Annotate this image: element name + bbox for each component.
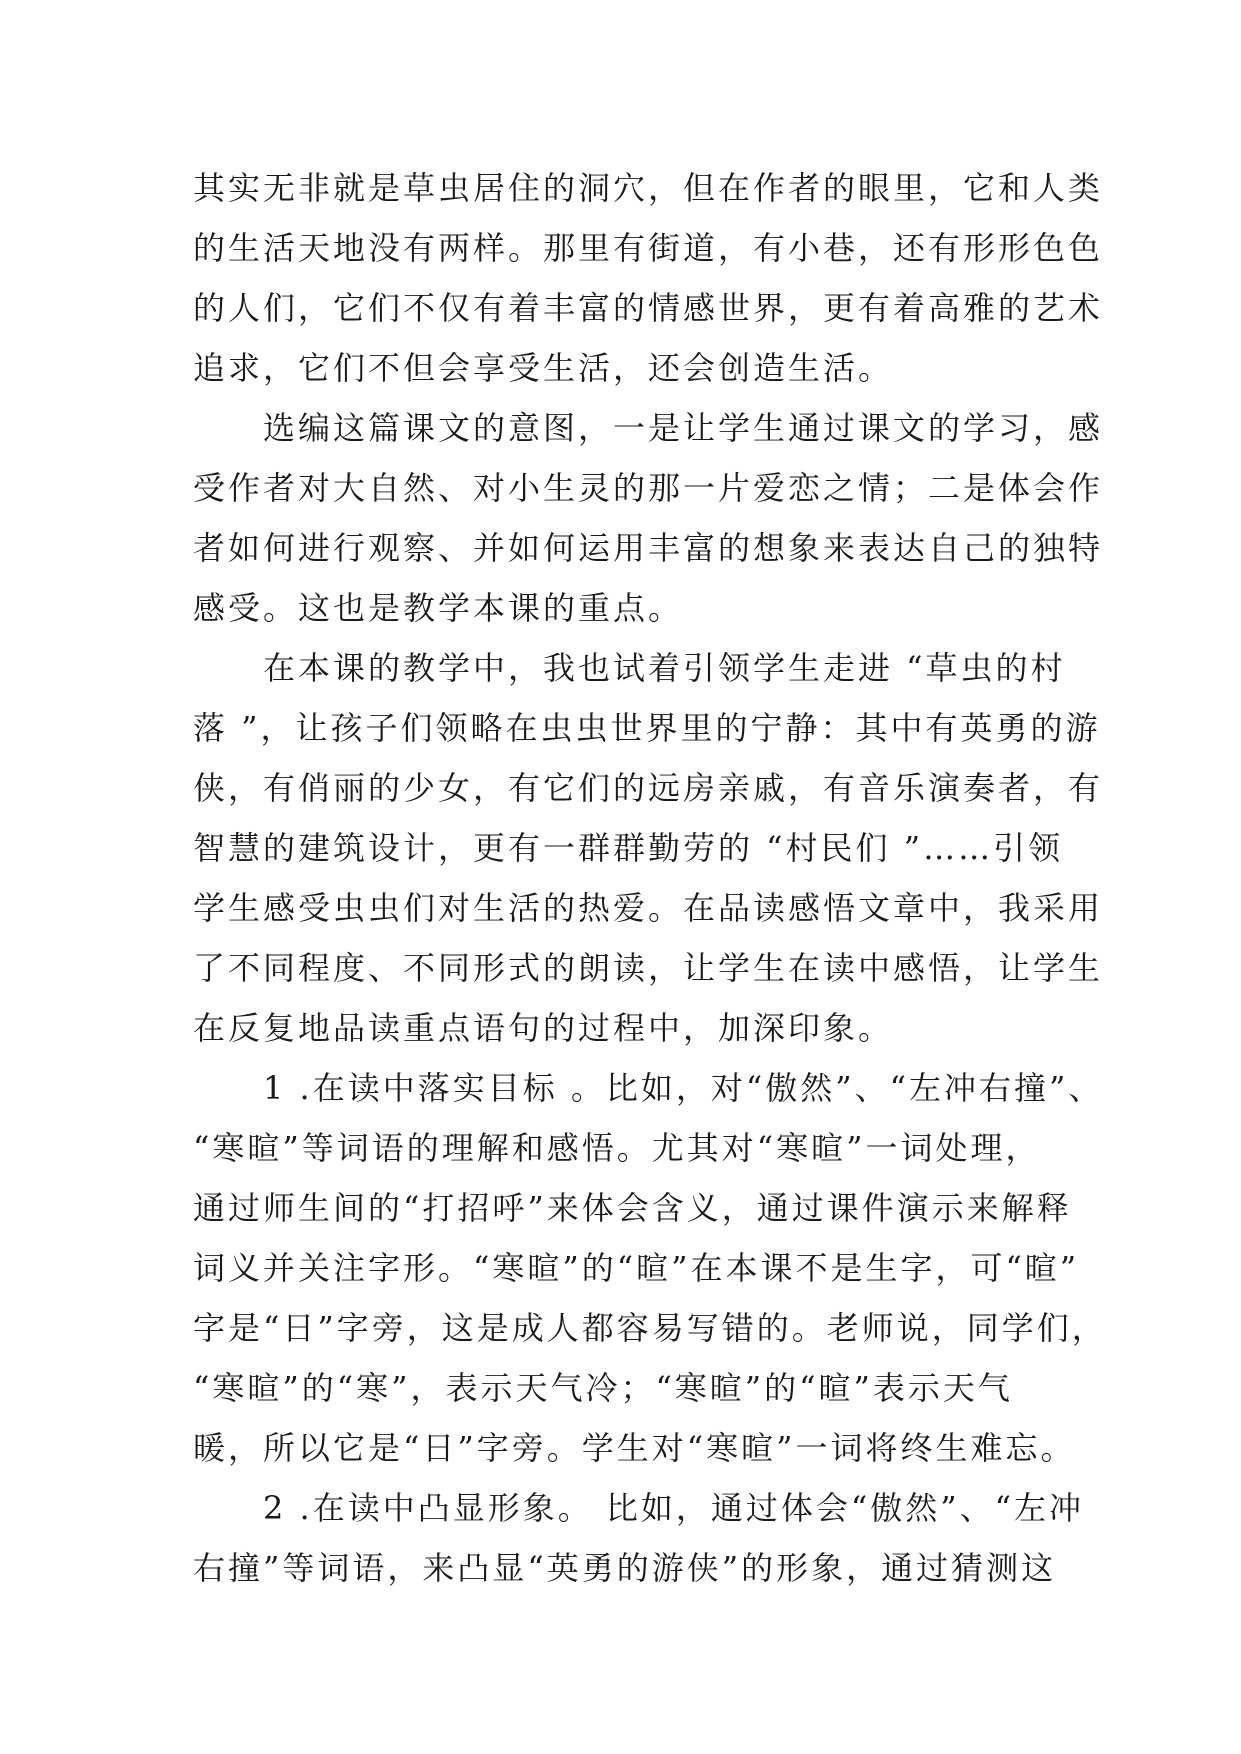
text-line: 在反复地品读重点语句的过程中，加深印象。 bbox=[193, 1009, 894, 1047]
text-line: 1 .在读中落实目标 。比如，对“傲然”、“左冲右撞”、 bbox=[193, 1069, 1104, 1107]
text-line: 字是“日”字旁，这是成人都容易写错的。老师说，同学们， bbox=[193, 1309, 1107, 1347]
text-line: 的人们，它们不仅有着丰富的情感世界，更有着高雅的艺术 bbox=[193, 289, 1104, 327]
text-line: 落 ”，让孩子们领略在虫虫世界里的宁静：其中有英勇的游 bbox=[193, 709, 1101, 747]
text-line: 了不同程度、不同形式的朗读，让学生在读中感悟，让学生 bbox=[193, 949, 1104, 987]
text-line: 暖，所以它是“日”字旁。学生对“寒暄”一词将终生难忘。 bbox=[193, 1429, 1076, 1467]
text-line: “寒暄”的“寒”，表示天气冷；“寒暄”的“暄”表示天气 bbox=[193, 1369, 1013, 1407]
text-line: 侠，有俏丽的少女，有它们的远房亲戚，有音乐演奏者，有 bbox=[193, 769, 1104, 807]
text-line: 右撞”等词语，来凸显“英勇的游侠”的形象，通过猜测这 bbox=[193, 1549, 1057, 1587]
text-line: 智慧的建筑设计，更有一群群勤劳的 “村民们 ”……引领 bbox=[193, 829, 1064, 867]
text-line: 学生感受虫虫们对生活的热爱。在品读感悟文章中，我采用 bbox=[193, 889, 1104, 927]
text-line: 通过师生间的“打招呼”来体会含义，通过课件演示来解释 bbox=[193, 1189, 1072, 1227]
text-line: 其实无非就是草虫居住的洞穴，但在作者的眼里，它和人类 bbox=[193, 169, 1104, 207]
text-line: 感受。这也是教学本课的重点。 bbox=[193, 589, 684, 627]
text-line: 词义并关注字形。“寒暄”的“暄”在本课不是生字，可“暄” bbox=[193, 1249, 1080, 1287]
text-line: 追求，它们不但会享受生活，还会创造生活。 bbox=[193, 349, 894, 387]
document-body bbox=[193, 158, 1107, 1598]
text-line: 者如何进行观察、并如何运用丰富的想象来表达自己的独特 bbox=[193, 529, 1104, 567]
text-line: 2 .在读中凸显形象。 比如，通过体会“傲然”、“左冲 bbox=[193, 1489, 1084, 1527]
text-line: 在本课的教学中，我也试着引领学生走进 “草虫的村 bbox=[193, 649, 1066, 687]
text-line: “寒暄”等词语的理解和感悟。尤其对“寒暄”一词处理， bbox=[193, 1129, 1041, 1167]
text-line: 选编这篇课文的意图，一是让学生通过课文的学习，感 bbox=[193, 409, 1104, 447]
text-line: 的生活天地没有两样。那里有街道，有小巷，还有形形色色 bbox=[193, 229, 1104, 267]
text-line: 受作者对大自然、对小生灵的那一片爱恋之情；二是体会作 bbox=[193, 469, 1104, 507]
